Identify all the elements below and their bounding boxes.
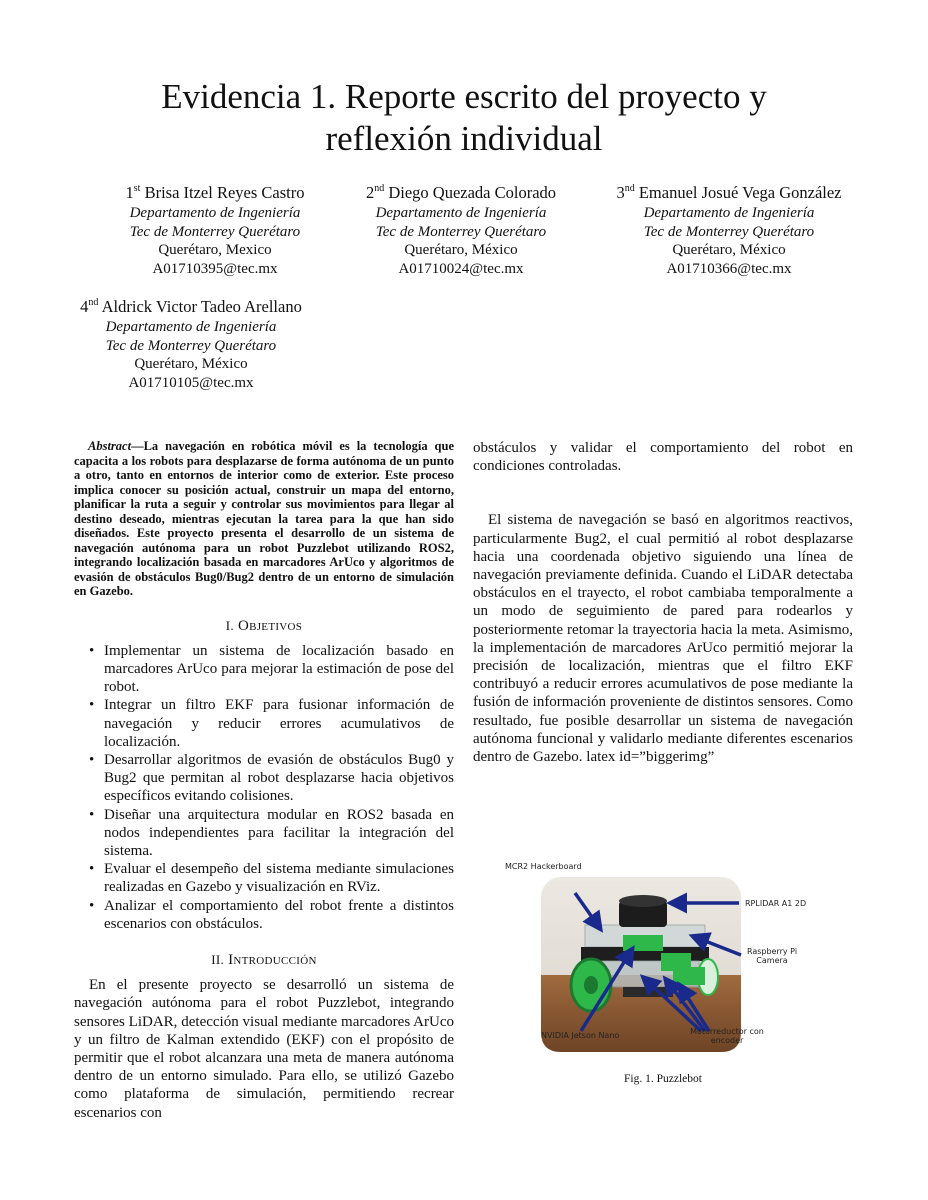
section-heading-objetivos — [74, 617, 454, 635]
author-department: Departamento de Ingeniería — [105, 319, 277, 335]
list-item: • Desarrollar algoritmos de evasión de obstáculos Bug0 y Bug2 que permitan al robot desplazarse hacia objetivos específicos evitando colisiones. — [104, 751, 454, 806]
title-line-1: Evidencia 1. Reporte escrito del proyecto y — [161, 77, 767, 116]
label-mcr2: MCR2 Hackerboard — [505, 862, 582, 871]
author-institution: Tec de Monterrey Querétaro — [643, 223, 815, 240]
list-item: • Analizar el comportamiento del robot frente a distintos escenarios con obstáculos. — [104, 897, 454, 933]
list-item: • Diseñar una arquitectura modular en ROS2 basada en nodos independientes para facilitar la integración del sistema. — [104, 806, 454, 861]
author-name: 1st Brisa Itzel Reyes Castro — [125, 183, 305, 202]
abstract-label: Abstract — [88, 439, 132, 453]
puzzlebot-photo — [473, 855, 853, 1095]
author-institution: Tec de Monterrey Querétaro — [375, 223, 547, 240]
author-city: Querétaro, México — [404, 242, 518, 258]
author-department: Departamento de Ingeniería — [643, 205, 815, 221]
label-jetson: NVIDIA Jetson Nano — [541, 1031, 620, 1040]
label-motor: Motorreductor con encoder — [690, 1027, 764, 1045]
intro-paragraph: En el presente proyecto se desarrolló un sistema de navegación autónoma para el robot Puzzlebot, integrando sensores LiDAR, detección visual mediante marcadores ArUco y un filtro de Kalman extendido (EKF) con el propósito de permitir que el robot alcanzara una meta de manera autónoma dentro de un entorno simulado. Para ello, se utilizó Gazebo como plataforma de simulación, permitiendo recrear escenarios con — [74, 977, 454, 1121]
author-email: A01710395@tec.mx — [152, 260, 278, 277]
author-name: 3nd Emanuel Josué Vega González — [616, 183, 842, 202]
author-block-2 — [347, 182, 575, 278]
objectives-list — [74, 642, 454, 933]
author-name: 2nd Diego Quezada Colorado — [365, 183, 557, 202]
abstract-text: —La navegación en robótica móvil es la tecnología que capacita a los robots para desplazarse de forma autónoma de un punto a otro, tanto en entornos de interior como de exterior. Este proceso implica conocer su posición actual, construir un mapa del entorno, planificar la ruta a seguir y controlar sus movimientos para llegar al destino deseado, mientras ejecutan la tarea para la que han sido diseñados. Este proyecto presenta el desarrollo de un sistema de navegación autónoma para un robot Puzzlebot utilizando ROS2, integrando localización basada en marcadores ArUco y algoritmos de evasión de obstáculos Bug0/Bug2 dentro de un entorno de simulación en Gazebo. — [74, 439, 454, 598]
list-item: • Evaluar el desempeño del sistema mediante simulaciones realizadas en Gazebo y visualización en RViz. — [104, 860, 454, 896]
abstract — [74, 439, 454, 599]
right-column — [473, 439, 853, 766]
paper-title — [0, 76, 928, 160]
author-block-3 — [598, 182, 860, 278]
author-block-4 — [62, 296, 320, 392]
puzzlebot-figure — [473, 855, 853, 1095]
author-name: 4nd Aldrick Victor Tadeo Arellano — [80, 297, 302, 316]
section-title: Objetivos — [237, 617, 303, 634]
author-block-1 — [110, 182, 320, 278]
intro-paragraph-continued: obstáculos y validar el comportamiento del robot en condiciones controladas. — [473, 440, 853, 475]
author-email: A01710105@tec.mx — [128, 374, 254, 391]
section-number: I. — [225, 617, 234, 633]
author-department: Departamento de Ingeniería — [375, 205, 547, 221]
list-item: • Integrar un filtro EKF para fusionar información de navegación y reducir errores acumulativos de localización. — [104, 696, 454, 751]
label-camera: Raspberry Pi Camera — [746, 947, 798, 965]
author-department: Departamento de Ingeniería — [129, 205, 301, 221]
author-email: A01710366@tec.mx — [666, 260, 792, 277]
label-rplidar: RPLIDAR A1 2D — [745, 899, 807, 908]
author-city: Querétaro, México — [672, 242, 786, 258]
navigation-paragraph: El sistema de navegación se basó en algoritmos reactivos, particularmente Bug2, el cual permitió al robot desplazarse hacia una coordenada objetivo siguiendo una línea de navegación previamente definida. Cuando el LiDAR detectaba obstáculos en el trayecto, el robot cambiaba temporalmente a un modo de seguimiento de pared para rodearlos y posteriormente retomar la trayectoria hacia la meta. Asimismo, la implementación de marcadores ArUco permitió mejorar la precisión de localización, mientras que el filtro EKF contribuyó a reducir errores acumulativos de pose mediante la fusión de información proveniente de distintos sensores. Como resultado, fue posible desarrollar un sistema de navegación autónoma funcional y validarlo mediante diferentes escenarios dentro de Gazebo. latex id=”biggerimg” — [473, 512, 853, 766]
author-institution: Tec de Monterrey Querétaro — [129, 223, 301, 240]
title-line-2: reflexión individual — [325, 119, 603, 158]
section-title: Introducción — [228, 951, 317, 968]
author-institution: Tec de Monterrey Querétaro — [105, 337, 277, 354]
left-column — [74, 439, 454, 1122]
author-email: A01710024@tec.mx — [398, 260, 524, 277]
author-city: Querétaro, México — [134, 356, 248, 372]
section-heading-introduccion — [74, 951, 454, 969]
list-item: • Implementar un sistema de localización basado en marcadores ArUco para mejorar la estimación de pose del robot. — [104, 642, 454, 697]
section-number: II. — [211, 951, 225, 967]
author-city: Querétaro, Mexico — [158, 242, 272, 258]
figure-caption: Fig. 1. Puzzlebot — [624, 1073, 702, 1085]
